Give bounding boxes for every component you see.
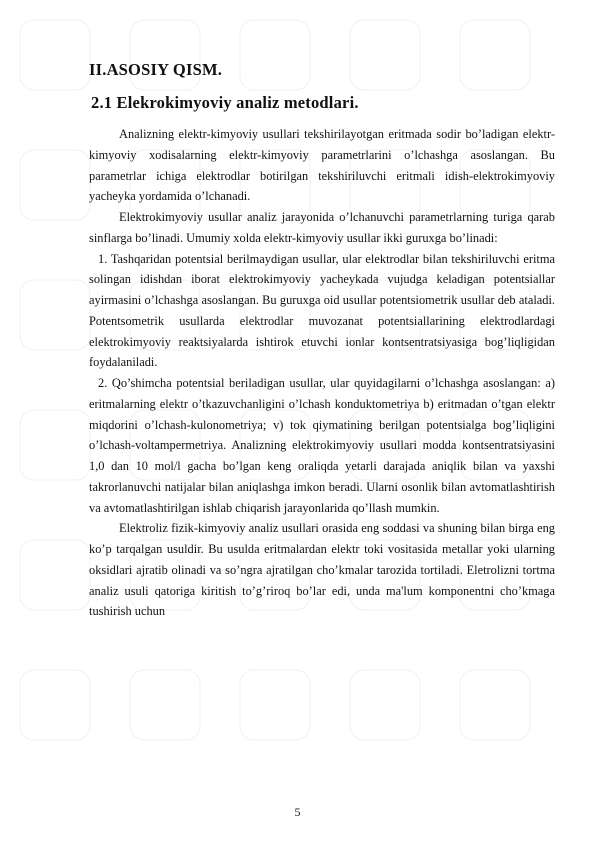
section-heading: II.ASOSIY QISM. — [89, 60, 223, 79]
subsection-heading: 2.1 Elekrokimyoviy analiz metodlari. — [91, 93, 359, 112]
list-item-1: 1. Tashqaridan potentsial berilmaydigan usullar, ular elektrodlar bilan tekshiriluvchi eritma solingan idishdan iborat elektrokimyoviy yacheykada vujudga keladigan potentsiallar ayirmasini o’lchashga asoslangan. Bu guruxga oid usullar potentsiometrik usullar deb ataladi. Potentsometrik usullarda elektrodlar muvozanat potentsiallarining elektrodlardagi elektrokimyoviy reaktsiyalarda ishtirok etuvchi ionlar kontsentratsiyasiga bog’liqligidan foydalaniladi. — [89, 251, 555, 370]
body-text — [89, 124, 555, 622]
paragraph-1: Analizning elektr-kimyoviy usullari tekshirilayotgan eritmada sodir bo’ladigan elektr-kimyoviy xodisalarning elektr-kimyoviy parametrlarini o’lchashga asoslangan. Bu parametrlar ichiga elektrodlar botirilgan tekshiriluvchi eritmali idish-elektrokimyoviy yacheyka yordamida o’lchanadi. — [89, 127, 555, 204]
page-number: 5 — [294, 805, 301, 819]
paragraph-2: Elektrokimyoviy usullar analiz jarayonida o’lchanuvchi parametrlarning turiga qarab sinflarga bo’linadi. Umumiy xolda elektr-kimyoviy usullar ikki guruxga bo’linadi: — [89, 210, 555, 245]
paragraph-3: Elektroliz fizik-kimyoviy analiz usullari orasida eng soddasi va shuning bilan birga eng ko’p tarqalgan usuldir. Bu usulda eritmalardan elektr toki vositasida metallar yoki ularning oksidlari ajratib olinadi va so’ngra ajratilgan cho’kmalar tarozida tortiladi. Eletrolizni tortma analiz usuli qatoriga kiritish to’g’riroq bo’lar edi, unda ma'lum komponentni cho’kmaga tushirish uchun — [89, 521, 555, 619]
list-item-2: 2. Qo’shimcha potentsial beriladigan usullar, ular quyidagilarni o’lchashga asoslangan: a) eritmalarning elektr o’tkazuvchanligini o’lchash konduktometriya b) eritmadan o’tgan elektr miqdorini o’lchash-kulonometriya; v) tok qiymatining berilgan potentsialga bog’liqligini o’lchash-voltampermetriya. Analizning elektrokimyoviy usullari modda kontsentratsiyasini 1,0 dan 10 mol/l gacha bo’lgan keng oraliqda yetarli darajada aniqlik bilan va yaxshi takrorlanuvchi natijalar bilan aniqlashga imkon beradi. Ularni osonlik bilan avtomatlashtirish va avtomatlashtirilgan ishlab chiqarish jarayonlarida qo’llash mumkin. — [89, 376, 555, 515]
